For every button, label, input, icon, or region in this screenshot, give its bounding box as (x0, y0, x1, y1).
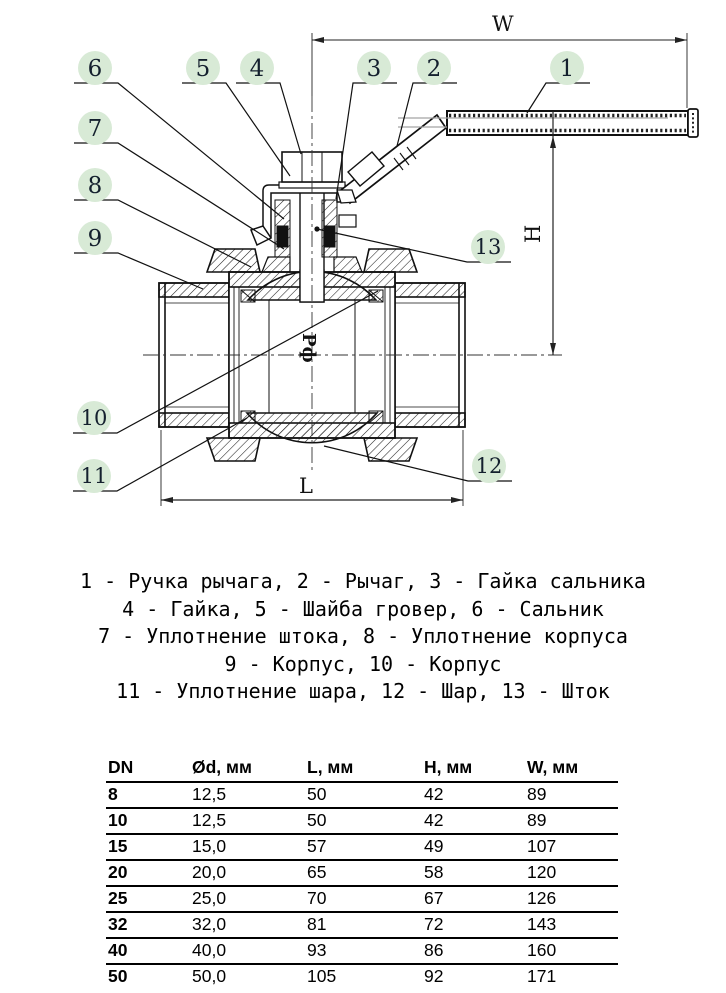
table-cell: 160 (525, 938, 618, 964)
callout-13 (471, 230, 505, 264)
valve-body-drawing (159, 109, 698, 461)
table-cell: 50 (305, 808, 422, 834)
table-cell: 32,0 (190, 912, 305, 938)
parts-legend (0, 568, 726, 706)
table-cell: 50,0 (192, 965, 227, 986)
callout-1 (550, 51, 584, 85)
table-header-cell: W, мм (525, 756, 618, 782)
w-dim-label: W (492, 12, 514, 36)
table-cell: 50 (305, 782, 422, 808)
table-cell: 72 (422, 912, 525, 938)
callout-9 (78, 221, 112, 255)
table-cell: 12,5 (190, 808, 305, 834)
callout-11-label: 11 (80, 464, 108, 488)
table-cell: 171 (527, 965, 557, 986)
table-cell: 20 (106, 860, 190, 886)
callout-10 (77, 401, 111, 435)
table-cell: 89 (525, 782, 618, 808)
callout-11 (77, 459, 111, 493)
table-cell: 40 (106, 938, 190, 964)
table-cell: 8 (106, 782, 190, 808)
table-cell: 58 (422, 860, 525, 886)
lever (337, 115, 446, 203)
table-cell: 126 (525, 886, 618, 912)
callout-9-label: 9 (87, 226, 103, 252)
table-cell: 105 (307, 965, 337, 986)
table-cell: 107 (525, 834, 618, 860)
table-row (106, 808, 618, 834)
callout-8 (78, 168, 112, 202)
table-cell: 32 (106, 912, 190, 938)
table-cell: 25 (106, 886, 190, 912)
table-cell: 49 (422, 834, 525, 860)
table-cell: 42 (422, 808, 525, 834)
table-cell: 15 (106, 834, 190, 860)
callout-6 (78, 51, 112, 85)
table-cell: 86 (422, 938, 525, 964)
table-cell: 12,5 (190, 782, 305, 808)
table-cell: 81 (305, 912, 422, 938)
table-cell: 42 (422, 782, 525, 808)
table-cell: 70 (305, 886, 422, 912)
table-cell: 25,0 (190, 886, 305, 912)
table-header-cell: L, мм (305, 756, 422, 782)
table-cell: 65 (305, 860, 422, 886)
table-cell: 120 (525, 860, 618, 886)
callout-6-label: 6 (87, 56, 103, 82)
table-row (106, 886, 618, 912)
table-cell: 143 (525, 912, 618, 938)
legend-line: 7 - Уплотнение штока, 8 - Уплотнение корпуса (98, 624, 628, 648)
callout-2 (417, 51, 451, 85)
legend-line: 11 - Уплотнение шара, 12 - Шар, 13 - Шток (116, 679, 610, 703)
dimension-h (521, 111, 556, 355)
callout-4-label: 4 (249, 56, 265, 82)
dimensions-table (106, 756, 618, 989)
l-dim-label: L (299, 474, 313, 498)
table-cell: 57 (305, 834, 422, 860)
callout-4 (240, 51, 274, 85)
table-cell: 40,0 (190, 938, 305, 964)
callout-12 (472, 449, 506, 483)
callout-7-label: 7 (87, 116, 103, 142)
table-cell: 67 (422, 886, 525, 912)
table-row (106, 782, 618, 808)
table-row (106, 860, 618, 886)
table-cell: 10 (106, 808, 190, 834)
table-cell: 15,0 (190, 834, 305, 860)
table-header-cell: Ød, мм (190, 756, 305, 782)
callout-1-label: 1 (559, 56, 575, 82)
callout-5 (186, 51, 220, 85)
table-cell: 93 (305, 938, 422, 964)
callout-3 (357, 51, 391, 85)
callout-13-label: 13 (474, 235, 502, 259)
legend-line: 4 - Гайка, 5 - Шайба гровер, 6 - Сальник (122, 596, 604, 621)
table-header-row (106, 756, 618, 782)
callout-10-label: 10 (80, 406, 108, 430)
bore-dim-label: Рф (298, 333, 319, 363)
callout-7 (78, 111, 112, 145)
table-row (106, 964, 618, 989)
legend-line: 9 - Корпус, 10 - Корпус (224, 651, 502, 676)
table-cell: 50 (108, 965, 128, 986)
table-row (106, 912, 618, 938)
callout-8-label: 8 (87, 173, 103, 199)
callout-3-label: 3 (366, 56, 382, 82)
callout-12-label: 12 (475, 454, 503, 478)
legend-line: 1 - Ручка рычага, 2 - Рычаг, 3 - Гайка сальника (80, 569, 646, 593)
table-cell: 92 (424, 965, 444, 986)
callout-5-label: 5 (195, 56, 211, 82)
table-row (106, 938, 618, 964)
table-cell: 89 (525, 808, 618, 834)
table-row (106, 834, 618, 860)
table-header-cell: H, мм (422, 756, 525, 782)
table-header-cell: DN (106, 756, 190, 782)
h-dim-label: H (521, 224, 545, 243)
callout-2-label: 2 (426, 56, 442, 82)
table-cell: 20,0 (190, 860, 305, 886)
